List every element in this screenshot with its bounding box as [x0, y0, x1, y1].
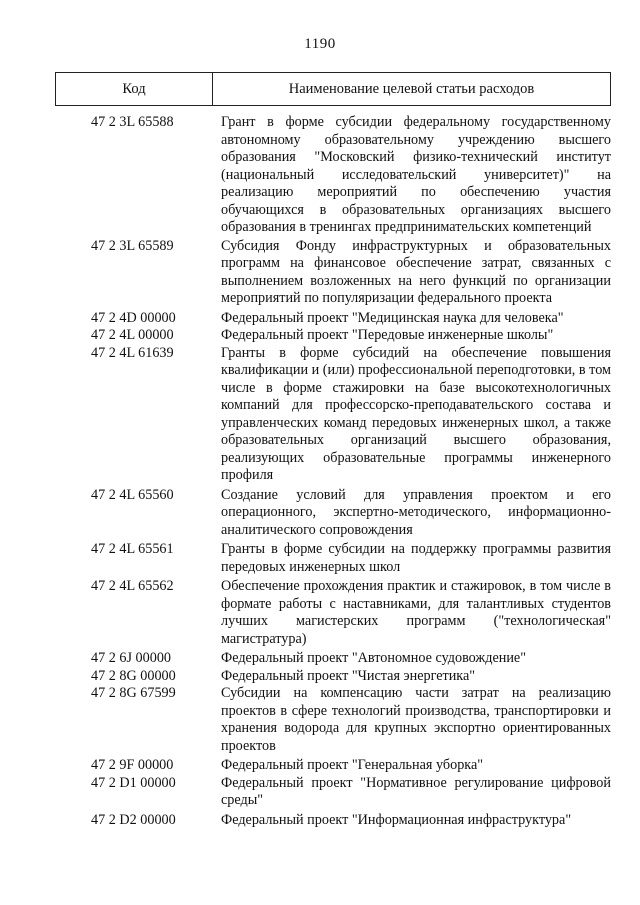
row-code: 47 2 4L 65560: [91, 486, 174, 503]
table-row: [55, 487, 611, 540]
row-code: 47 2 9F 00000: [91, 757, 174, 773]
row-name: Федеральный проект "Автономное судовождение": [221, 650, 527, 666]
table-row: [55, 541, 611, 576]
row-code: 47 2 4L 65561: [91, 541, 174, 557]
table-row: [55, 310, 611, 328]
table-row: [55, 114, 611, 237]
table-row: [55, 757, 611, 775]
row-code: 47 2 8G 00000: [91, 667, 176, 684]
row-code: 47 2 8G 67599: [91, 685, 176, 701]
row-code: 47 2 D1 00000: [91, 774, 176, 791]
row-name: Субсидия Фонду инфраструктурных и образовательных программ на финансовое обеспечение затрат, связанных с выполнением возложенных на него функций по организации мероприятий по популяризации федерального проекта: [221, 237, 611, 306]
table-row: [55, 238, 611, 308]
row-name: Гранты в форме субсидий на обеспечение повышения квалификации и (или) профессиональной переподготовки, в том числе в форме стажировки на базе высокотехнологичных компаний для профессорско-преподавательского состава и управленческих команд передовых инженерных школ, а также образовательных организаций высшего образования, реализующих образовательные программы инженерного профиля: [221, 344, 611, 483]
row-code: 47 2 D2 00000: [91, 811, 176, 828]
table-body: [55, 114, 611, 829]
row-name: Федеральный проект "Чистая энергетика": [221, 667, 476, 684]
row-name: Создание условий для управления проектом и его операционного, экспертно-методического, информационно-аналитического сопровождения: [221, 486, 611, 538]
row-name: Субсидии на компенсацию части затрат на реализацию проектов в сфере технологий производства, транспортировки и хранения водорода для крупных экспортно ориентированных проектов: [221, 685, 611, 754]
row-name: Федеральный проект "Генеральная уборка": [221, 757, 484, 773]
header-code: Код: [56, 73, 213, 105]
row-code: 47 2 3L 65588: [91, 114, 174, 130]
row-code: 47 2 4L 61639: [91, 344, 174, 361]
table-row: [55, 578, 611, 648]
row-name: Федеральный проект "Передовые инженерные школы": [221, 327, 554, 343]
row-name: Федеральный проект "Нормативное регулирование цифровой среды": [221, 774, 611, 808]
row-code: 47 2 4L 00000: [91, 327, 174, 343]
table-row: [55, 812, 611, 830]
row-name: Федеральный проект "Медицинская наука для человека": [221, 309, 564, 326]
table-row: [55, 650, 611, 668]
page-number: 1190: [304, 36, 336, 52]
table-row: [55, 685, 611, 755]
table-row: [55, 345, 611, 485]
row-name: Грант в форме субсидии федеральному государственному автономному образовательному учреждению высшего образования "Московский физико-технический институт (национальный исследовательский университет)" на реализацию мероприятий по обеспечению участия обучающихся в образовательных организациях высшего образования в тренингах предпринимательских компетенций: [221, 114, 611, 235]
table-header: [55, 72, 611, 106]
row-code: 47 2 4L 65562: [91, 578, 174, 594]
row-code: 47 2 3L 65589: [91, 237, 174, 254]
row-name: Обеспечение прохождения практик и стажировок, в том числе в формате работы с наставниками, для талантливых студентов лучших магистерских программ ("технологическая" магистратура): [221, 578, 611, 647]
row-code: 47 2 6J 00000: [91, 650, 172, 666]
table-row: [55, 668, 611, 686]
header-name: Наименование целевой статьи расходов: [288, 80, 535, 97]
row-name: Гранты в форме субсидии на поддержку программы развития передовых инженерных школ: [221, 541, 611, 575]
row-name: Федеральный проект "Информационная инфраструктура": [221, 811, 572, 828]
table-row: [55, 775, 611, 810]
table-row: [55, 327, 611, 345]
row-code: 47 2 4D 00000: [91, 309, 176, 326]
